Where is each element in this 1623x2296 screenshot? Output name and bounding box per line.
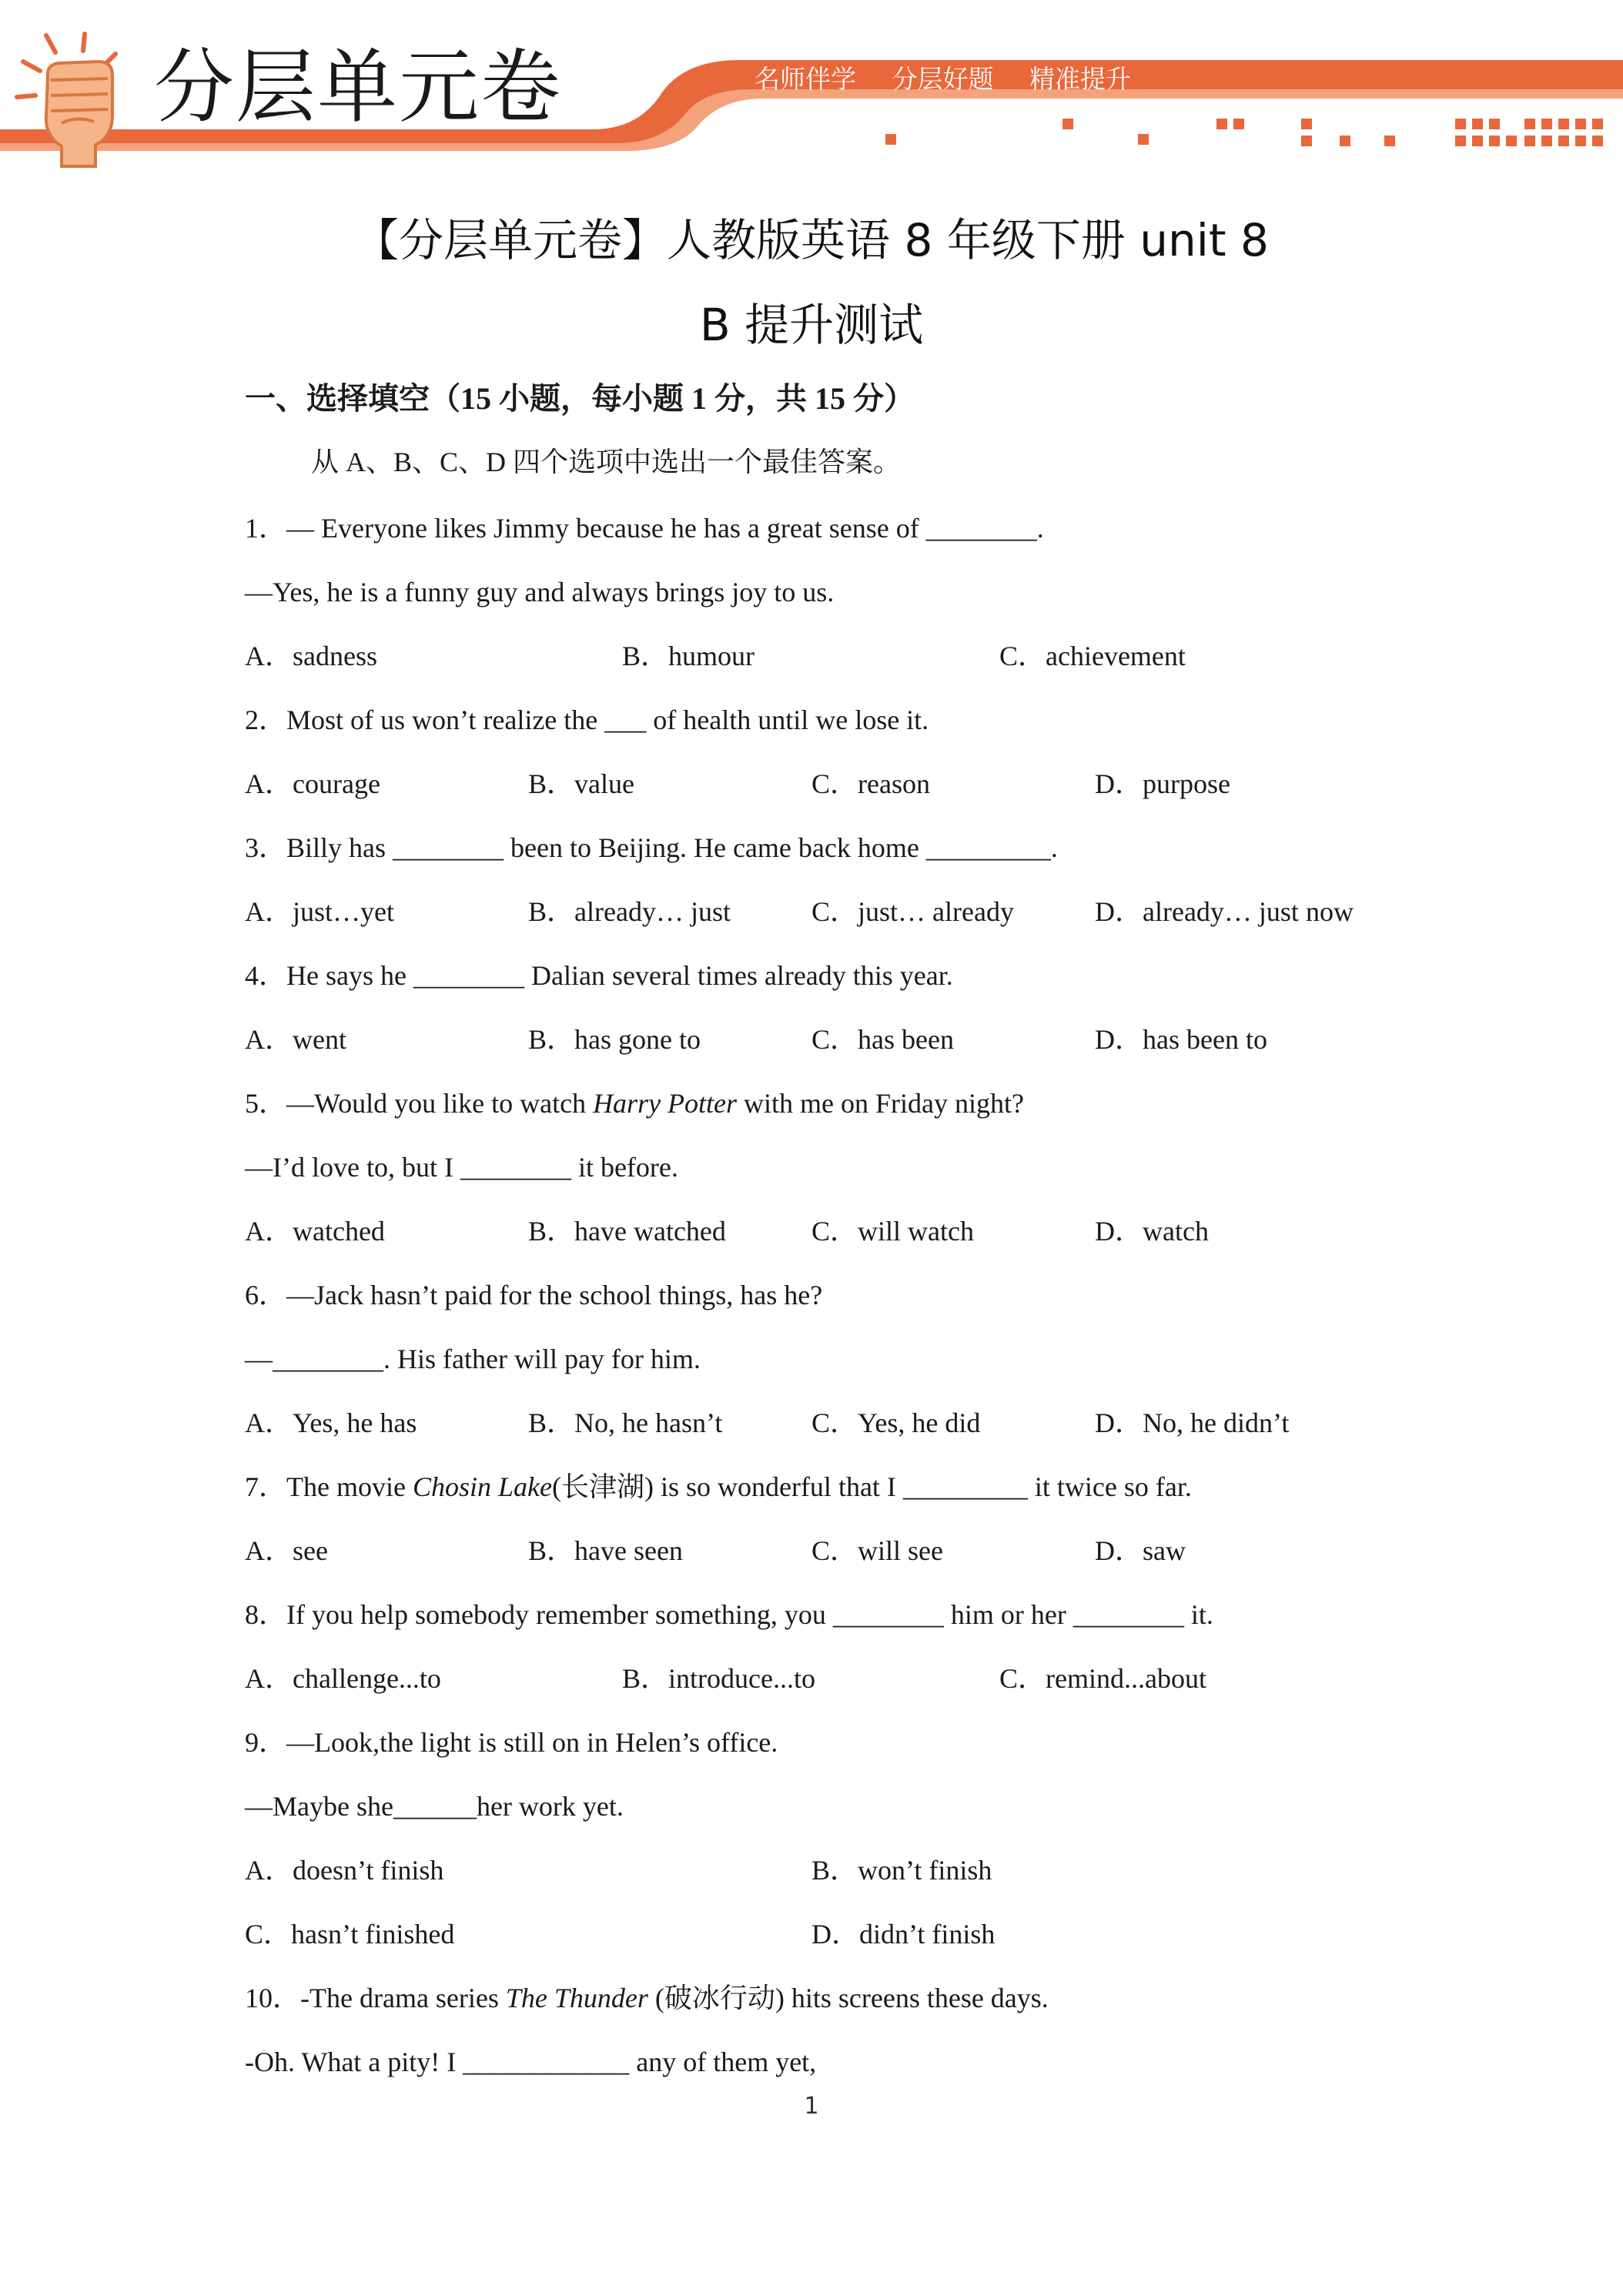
question-text: (破冰行动) hits screens these days. <box>648 1983 1049 2013</box>
document-title: 【分层单元卷】人教版英语 8 年级下册 unit 8 <box>354 214 1269 266</box>
question-text: with me on Friday night? <box>737 1088 1025 1119</box>
option-d: D．didn’t finish <box>812 1919 996 1950</box>
banner-slogan <box>755 60 1159 99</box>
question-reply: -Oh. What a pity! I ____________ any of them yet, <box>245 2047 817 2077</box>
option-c: C．reason <box>812 768 930 799</box>
option-d: D．already… just now <box>1095 896 1354 927</box>
question-stem <box>245 1465 1192 1508</box>
option-a: A．watched <box>245 1216 385 1247</box>
option-a: A．doesn’t finish <box>245 1855 444 1886</box>
option-c: C．just… already <box>812 896 1014 927</box>
option-c: C．has been <box>812 1024 954 1055</box>
option-a: A．see <box>245 1535 328 1566</box>
slogan-item: 分层好题 <box>892 64 994 94</box>
option-b: B．has gone to <box>528 1024 701 1055</box>
question-stem <box>245 698 929 741</box>
question-text: —Look,the light is still on in Helen’s office. <box>286 1727 778 1758</box>
question-stem <box>245 1976 1049 2020</box>
option-d: D．has been to <box>1095 1024 1267 1055</box>
question-stem <box>245 1082 1024 1125</box>
option-d: D．purpose <box>1095 768 1230 799</box>
question-text: — Everyone likes Jimmy because he has a great sense of ________. <box>286 513 1044 544</box>
question-reply: —I’d love to, but I ________ it before. <box>245 1152 678 1183</box>
question-number: 4． <box>245 960 287 991</box>
movie-title: Harry Potter <box>593 1088 738 1119</box>
option-c: C．will watch <box>812 1216 974 1247</box>
question-text: If you help somebody remember something, you ________ him or her ________ it. <box>286 1599 1213 1630</box>
slogan-item: 精准提升 <box>1029 64 1131 94</box>
page-number: 1 <box>804 2093 819 2120</box>
question-stem <box>245 507 1044 550</box>
decorative-dots <box>885 119 1603 146</box>
option-a: A．Yes, he has <box>245 1407 417 1438</box>
movie-title: Chosin Lake <box>412 1471 552 1502</box>
question-number: 6． <box>245 1280 287 1310</box>
question-stem <box>245 1721 778 1764</box>
question-text: The movie <box>286 1471 413 1502</box>
option-a: A．challenge...to <box>245 1663 441 1694</box>
question-number: 2． <box>245 705 287 735</box>
option-c: C．Yes, he did <box>812 1407 981 1438</box>
option-d: D．No, he didn’t <box>1095 1407 1290 1438</box>
question-stem <box>245 826 1058 869</box>
brand-title: 分层单元卷 <box>154 40 563 134</box>
question-text: (长津湖) is so wonderful that I _________ it twice so far. <box>551 1471 1192 1502</box>
option-a: A．courage <box>245 768 380 799</box>
question-number: 7． <box>245 1471 287 1502</box>
option-b: B．won’t finish <box>812 1855 992 1886</box>
drama-title: The Thunder <box>505 1983 648 2013</box>
option-b: B．have seen <box>528 1535 683 1566</box>
option-c: C．hasn’t finished <box>245 1919 455 1950</box>
option-b: B．value <box>528 768 634 799</box>
option-a: A．sadness <box>245 641 377 671</box>
option-c: C．achievement <box>999 641 1186 671</box>
option-c: C．will see <box>812 1535 943 1566</box>
question-number: 10． <box>245 1983 301 2013</box>
option-a: A．just…yet <box>245 896 394 927</box>
option-d: D．watch <box>1095 1216 1209 1247</box>
question-text: Most of us won’t realize the ___ of health until we lose it. <box>286 705 929 735</box>
question-text: —Jack hasn’t paid for the school things, has he? <box>286 1280 823 1310</box>
option-b: B．humour <box>622 641 755 671</box>
option-d: D．saw <box>1095 1535 1186 1566</box>
option-b: B．No, he hasn’t <box>528 1407 723 1438</box>
question-number: 1． <box>245 513 287 544</box>
slogan-item: 名师伴学 <box>755 64 856 94</box>
question-stem <box>245 1274 822 1317</box>
question-reply: —Yes, he is a funny guy and always brings joy to us. <box>245 577 835 607</box>
question-number: 3． <box>245 832 287 863</box>
question-text: He says he ________ Dalian several times already this year. <box>286 960 953 991</box>
option-b: B．have watched <box>528 1216 726 1247</box>
question-text: -The drama series <box>300 1983 506 2013</box>
question-reply: —Maybe she______her work yet. <box>245 1791 624 1822</box>
question-stem <box>245 954 953 997</box>
option-c: C．remind...about <box>999 1663 1206 1694</box>
header-banner <box>0 0 1623 177</box>
option-b: B．introduce...to <box>622 1663 815 1694</box>
question-reply: —________. His father will pay for him. <box>245 1344 701 1374</box>
question-text: Billy has ________ been to Beijing. He came back home _________. <box>286 832 1058 863</box>
section-instruction: 从 A、B、C、D 四个选项中选出一个最佳答案。 <box>311 447 902 477</box>
option-a: A．went <box>245 1024 346 1055</box>
question-number: 8． <box>245 1599 287 1630</box>
question-number: 9． <box>245 1727 287 1758</box>
document-subtitle: B 提升测试 <box>699 299 924 351</box>
section-heading: 一、选择填空（15 小题，每小题 1 分，共 15 分） <box>245 381 915 416</box>
question-stem <box>245 1593 1213 1636</box>
question-number: 5． <box>245 1088 287 1119</box>
question-text: —Would you like to watch <box>286 1088 594 1119</box>
option-b: B．already… just <box>528 896 731 927</box>
